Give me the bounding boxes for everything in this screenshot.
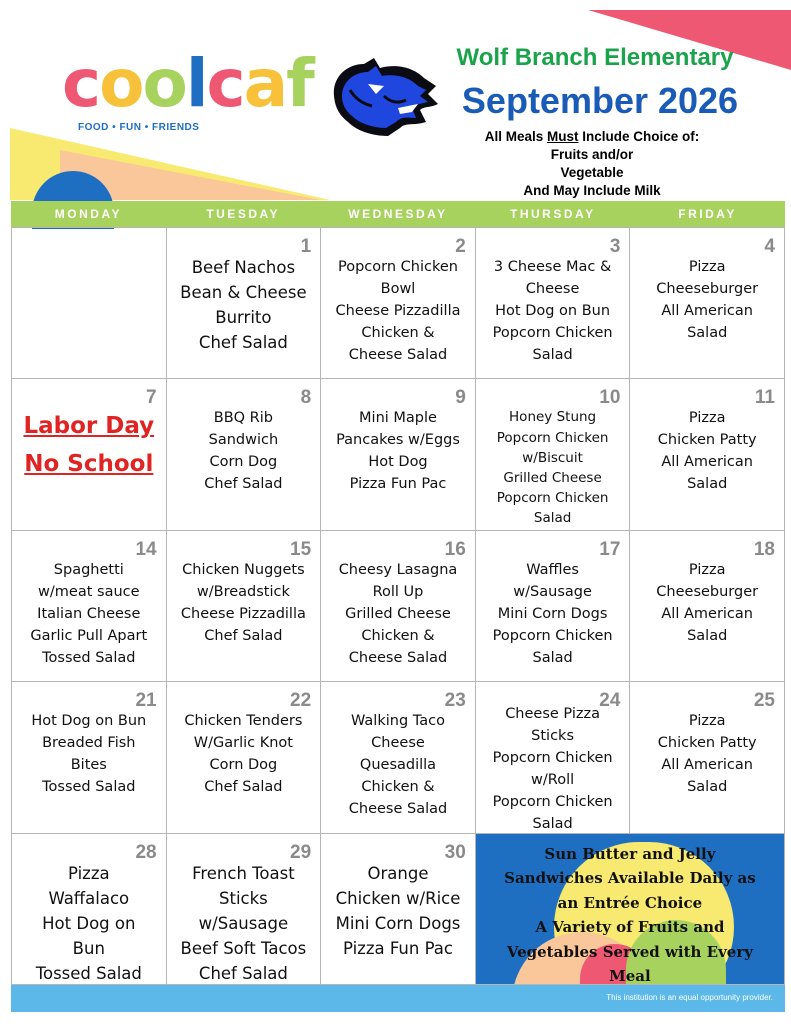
weekday-thursday: THURSDAY <box>510 207 596 221</box>
menu-item: Pizza <box>67 863 110 883</box>
note-emphasis: Must <box>547 129 579 144</box>
menu-items <box>632 256 782 344</box>
note-line: Vegetable <box>560 165 624 180</box>
logo-letter: c <box>206 45 244 122</box>
menu-item: Cheese <box>525 281 580 297</box>
menu-items <box>323 256 473 366</box>
menu-item: All American <box>661 757 753 774</box>
menu-item: Cheese <box>371 735 425 752</box>
menu-item: Pizza Fun Pac <box>349 476 447 493</box>
day-number: 14 <box>135 538 157 560</box>
menu-item: Salad <box>687 325 728 341</box>
logo-letter: o <box>99 45 143 122</box>
calendar-cell-day <box>167 682 322 833</box>
menu-item: BBQ Rib <box>213 410 273 427</box>
calendar-cell-day <box>12 682 167 833</box>
school-name: Wolf Branch Elementary <box>456 44 734 71</box>
menu-item: Quesadilla <box>359 757 437 774</box>
weekday-tuesday: TUESDAY <box>206 207 281 221</box>
day-number: 7 <box>146 387 157 409</box>
holiday-line: No School <box>24 451 154 478</box>
menu-item: Garlic Pull Apart <box>30 627 148 644</box>
calendar-cell-day <box>321 228 476 379</box>
menu-items <box>169 710 319 798</box>
calendar-cell-day <box>476 531 631 682</box>
calendar-cell-day <box>167 379 322 530</box>
menu-item: Sandwich <box>208 432 279 449</box>
menu-item: Popcorn Chicken <box>492 750 613 767</box>
menu-item: Grilled Cheese <box>345 605 451 622</box>
day-number: 15 <box>290 538 312 560</box>
menu-item: Waffalaco <box>48 888 130 908</box>
menu-item: Waffles <box>526 561 579 578</box>
menu-item: Hot Dog on Bun <box>495 303 611 319</box>
calendar-cell-day <box>12 379 167 530</box>
logo-letter: c <box>62 45 100 122</box>
calendar-cell-day <box>476 682 631 833</box>
menu-item: Mini Maple <box>359 410 437 427</box>
day-number: 29 <box>290 841 312 863</box>
calendar-cell-day <box>12 834 167 985</box>
menu-item: Bean & Cheese <box>180 283 307 302</box>
menu-items <box>478 256 628 366</box>
day-number: 25 <box>753 690 775 712</box>
menu-item: Chef Salad <box>204 627 283 644</box>
calendar-cell-day <box>630 228 785 379</box>
menu-items <box>323 407 473 495</box>
menu-items <box>323 710 473 820</box>
footer-bar <box>11 985 785 1012</box>
menu-item: Chicken & <box>361 627 435 644</box>
menu-item: Walking Taco <box>351 713 445 730</box>
menu-item: Chicken Nuggets <box>182 561 305 578</box>
menu-item: Honey Stung <box>509 409 597 426</box>
menu-items <box>632 559 782 647</box>
calendar-cell-day <box>12 531 167 682</box>
special-notice-box <box>476 834 785 985</box>
calendar-cell-day <box>167 531 322 682</box>
menu-item: Corn Dog <box>209 757 278 774</box>
weekday-friday: FRIDAY <box>678 207 737 221</box>
menu-item: Spaghetti <box>53 561 124 578</box>
calendar-cell-day <box>321 682 476 833</box>
menu-item: Orange <box>367 863 429 883</box>
menu-item: Chef Salad <box>204 476 283 493</box>
day-number: 3 <box>609 236 621 257</box>
menu-item: Chicken Patty <box>657 432 757 449</box>
menu-item: Corn Dog <box>209 454 278 471</box>
menu-item: Cheese Pizza <box>505 706 600 723</box>
menu-item: Chicken w/Rice <box>335 888 461 908</box>
notice-line: an Entrée Choice <box>557 893 703 912</box>
calendar-cell-day <box>630 531 785 682</box>
menu-item: Sticks <box>531 728 575 745</box>
menu-item: Grilled Cheese <box>503 470 602 486</box>
notice-line: Meal <box>609 967 651 985</box>
menu-item: 3 Cheese Mac & <box>493 259 612 275</box>
menu-item: w/meat sauce <box>38 583 140 600</box>
menu-item: Mini Corn Dogs <box>497 605 608 622</box>
note-line: Fruits and/or <box>550 147 634 162</box>
calendar-cell-day <box>167 834 322 985</box>
menu-item: Hot Dog on <box>42 913 136 933</box>
day-number: 16 <box>444 538 466 560</box>
menu-item: Salad <box>687 779 728 796</box>
menu-item: w/Sausage <box>513 583 592 600</box>
menu-items <box>632 407 782 495</box>
month-title: September 2026 <box>461 80 739 121</box>
menu-item: Roll Up <box>372 583 424 600</box>
coolcaf-logo <box>62 44 324 139</box>
day-number: 21 <box>135 690 157 712</box>
day-number: 22 <box>290 690 312 712</box>
menu-items <box>478 559 628 669</box>
menu-item: Salad <box>687 627 728 644</box>
menu-item: Chicken Patty <box>657 735 757 752</box>
menu-item: Cheeseburger <box>656 281 759 297</box>
day-number: 1 <box>300 236 312 257</box>
day-number: 9 <box>455 387 466 409</box>
day-number: 4 <box>764 236 775 257</box>
menu-item: Popcorn Chicken <box>492 325 613 341</box>
notice-line: Sun Butter and Jelly <box>544 844 716 863</box>
menu-item: Tossed Salad <box>35 963 142 983</box>
menu-item: Salad <box>687 476 728 493</box>
menu-item: Pizza <box>688 713 726 730</box>
note-line: And May Include Milk <box>523 183 661 198</box>
menu-item: Italian Cheese <box>37 605 141 622</box>
menu-item: Popcorn Chicken <box>492 627 613 644</box>
menu-items <box>14 710 164 798</box>
menu-item: Tossed Salad <box>42 649 136 666</box>
menu-item: w/Sausage <box>198 913 289 933</box>
menu-items <box>478 703 628 833</box>
menu-item: Beef Soft Tacos <box>180 938 307 958</box>
meals-requirement-note <box>440 128 744 200</box>
calendar-cell-day <box>630 682 785 833</box>
menu-item: Breaded Fish <box>42 735 136 752</box>
day-number: 17 <box>599 538 621 560</box>
menu-item: Mini Corn Dogs <box>335 913 461 933</box>
menu-item: w/Roll <box>531 772 575 789</box>
day-number: 30 <box>444 841 466 863</box>
menu-item: Chef Salad <box>198 333 288 352</box>
menu-item: Pizza <box>688 410 726 427</box>
day-number: 11 <box>754 387 775 409</box>
menu-item: Bun <box>72 938 105 958</box>
menu-items <box>14 861 164 985</box>
menu-item: Tossed Salad <box>42 779 136 796</box>
menu-item: Pizza <box>688 259 726 275</box>
menu-item: Hot Dog <box>368 454 428 471</box>
menu-items <box>169 255 319 355</box>
day-number: 8 <box>300 387 312 409</box>
weekday-header <box>11 201 785 227</box>
menu-item: Popcorn Chicken <box>492 794 613 811</box>
holiday-line: Labor Day <box>23 413 155 440</box>
menu-item: Salad <box>532 649 573 666</box>
menu-item: Burrito <box>215 308 272 327</box>
logo-letter: f <box>286 45 313 122</box>
menu-item: Chef Salad <box>198 963 288 983</box>
menu-item: Chicken & <box>361 779 435 796</box>
menu-items <box>14 559 164 669</box>
day-number: 18 <box>753 538 775 560</box>
wolf-mascot-icon <box>328 56 440 138</box>
logo-letter: a <box>243 45 287 122</box>
menu-item: Pizza <box>688 561 726 578</box>
menu-item: Pancakes w/Eggs <box>336 432 460 449</box>
day-number: 24 <box>599 690 621 712</box>
menu-item: Cheese Salad <box>348 347 448 363</box>
menu-item: Bowl <box>380 281 416 297</box>
menu-items <box>169 559 319 647</box>
menu-item: Salad <box>533 510 572 527</box>
menu-item: Popcorn Chicken <box>496 429 609 446</box>
menu-calendar-grid <box>11 227 785 985</box>
calendar-cell-day <box>321 834 476 985</box>
calendar-cell-day <box>321 379 476 530</box>
menu-item: w/Breadstick <box>196 583 290 600</box>
menu-item: W/Garlic Knot <box>193 735 293 752</box>
footer-disclaimer: This institution is an equal opportunity provider. <box>606 993 773 1002</box>
menu-item: w/Biscuit <box>522 449 583 466</box>
menu-items <box>323 559 473 669</box>
weekday-wednesday: WEDNESDAY <box>348 207 448 221</box>
logo-letter: o <box>142 45 186 122</box>
menu-item: Bites <box>70 757 107 774</box>
menu-items <box>478 407 628 528</box>
menu-item: Cheesy Lasagna <box>338 561 458 578</box>
menu-item: Salad <box>532 347 573 363</box>
menu-item: Chef Salad <box>204 779 283 796</box>
menu-item: French Toast <box>192 863 295 883</box>
menu-item: Cheeseburger <box>656 583 759 600</box>
calendar-cell-day <box>321 531 476 682</box>
menu-item: Beef Nachos <box>191 258 296 277</box>
notice-line: A Variety of Fruits and <box>535 918 725 937</box>
day-number: 2 <box>455 236 466 257</box>
menu-item: Chicken & <box>361 325 435 341</box>
calendar-cell-day <box>476 379 631 530</box>
menu-item: Salad <box>532 816 573 833</box>
menu-item: Cheese Salad <box>348 801 448 818</box>
menu-items <box>323 861 473 961</box>
menu-item: Cheese Pizzadilla <box>180 605 306 622</box>
note-first-line: All Meals Must Include Choice of: <box>484 129 700 144</box>
menu-item: Popcorn Chicken <box>338 259 458 275</box>
menu-item: Cheese Pizzadilla <box>335 303 461 319</box>
menu-items <box>632 710 782 798</box>
day-number: 28 <box>135 841 157 863</box>
menu-item: Hot Dog on Bun <box>31 713 147 730</box>
notice-line: Vegetables Served with Every <box>506 942 753 961</box>
calendar-cell-day <box>476 228 631 379</box>
menu-items <box>169 407 319 495</box>
logo-tagline: FOOD • FUN • FRIENDS <box>78 122 200 133</box>
day-number: 10 <box>599 387 621 409</box>
menu-item: Chicken Tenders <box>184 713 303 730</box>
menu-item: Sticks <box>219 888 268 908</box>
menu-item: Pizza Fun Pac <box>342 938 453 958</box>
menu-items <box>169 861 319 985</box>
logo-wordmark <box>62 44 313 124</box>
menu-item: All American <box>661 454 753 471</box>
day-number: 23 <box>444 690 466 712</box>
notice-line: Sandwiches Available Daily as <box>504 869 756 888</box>
calendar-cell-day <box>167 228 322 379</box>
weekday-monday: MONDAY <box>54 207 123 221</box>
calendar-cell-empty <box>12 228 167 379</box>
menu-item: Cheese Salad <box>348 649 448 666</box>
menu-item: Popcorn Chicken <box>496 490 609 507</box>
menu-item: All American <box>661 303 753 319</box>
special-notice-text <box>476 842 784 985</box>
holiday-notice <box>12 407 166 483</box>
logo-letter: l <box>185 45 207 122</box>
calendar-cell-day <box>630 379 785 530</box>
menu-item: All American <box>661 605 753 622</box>
